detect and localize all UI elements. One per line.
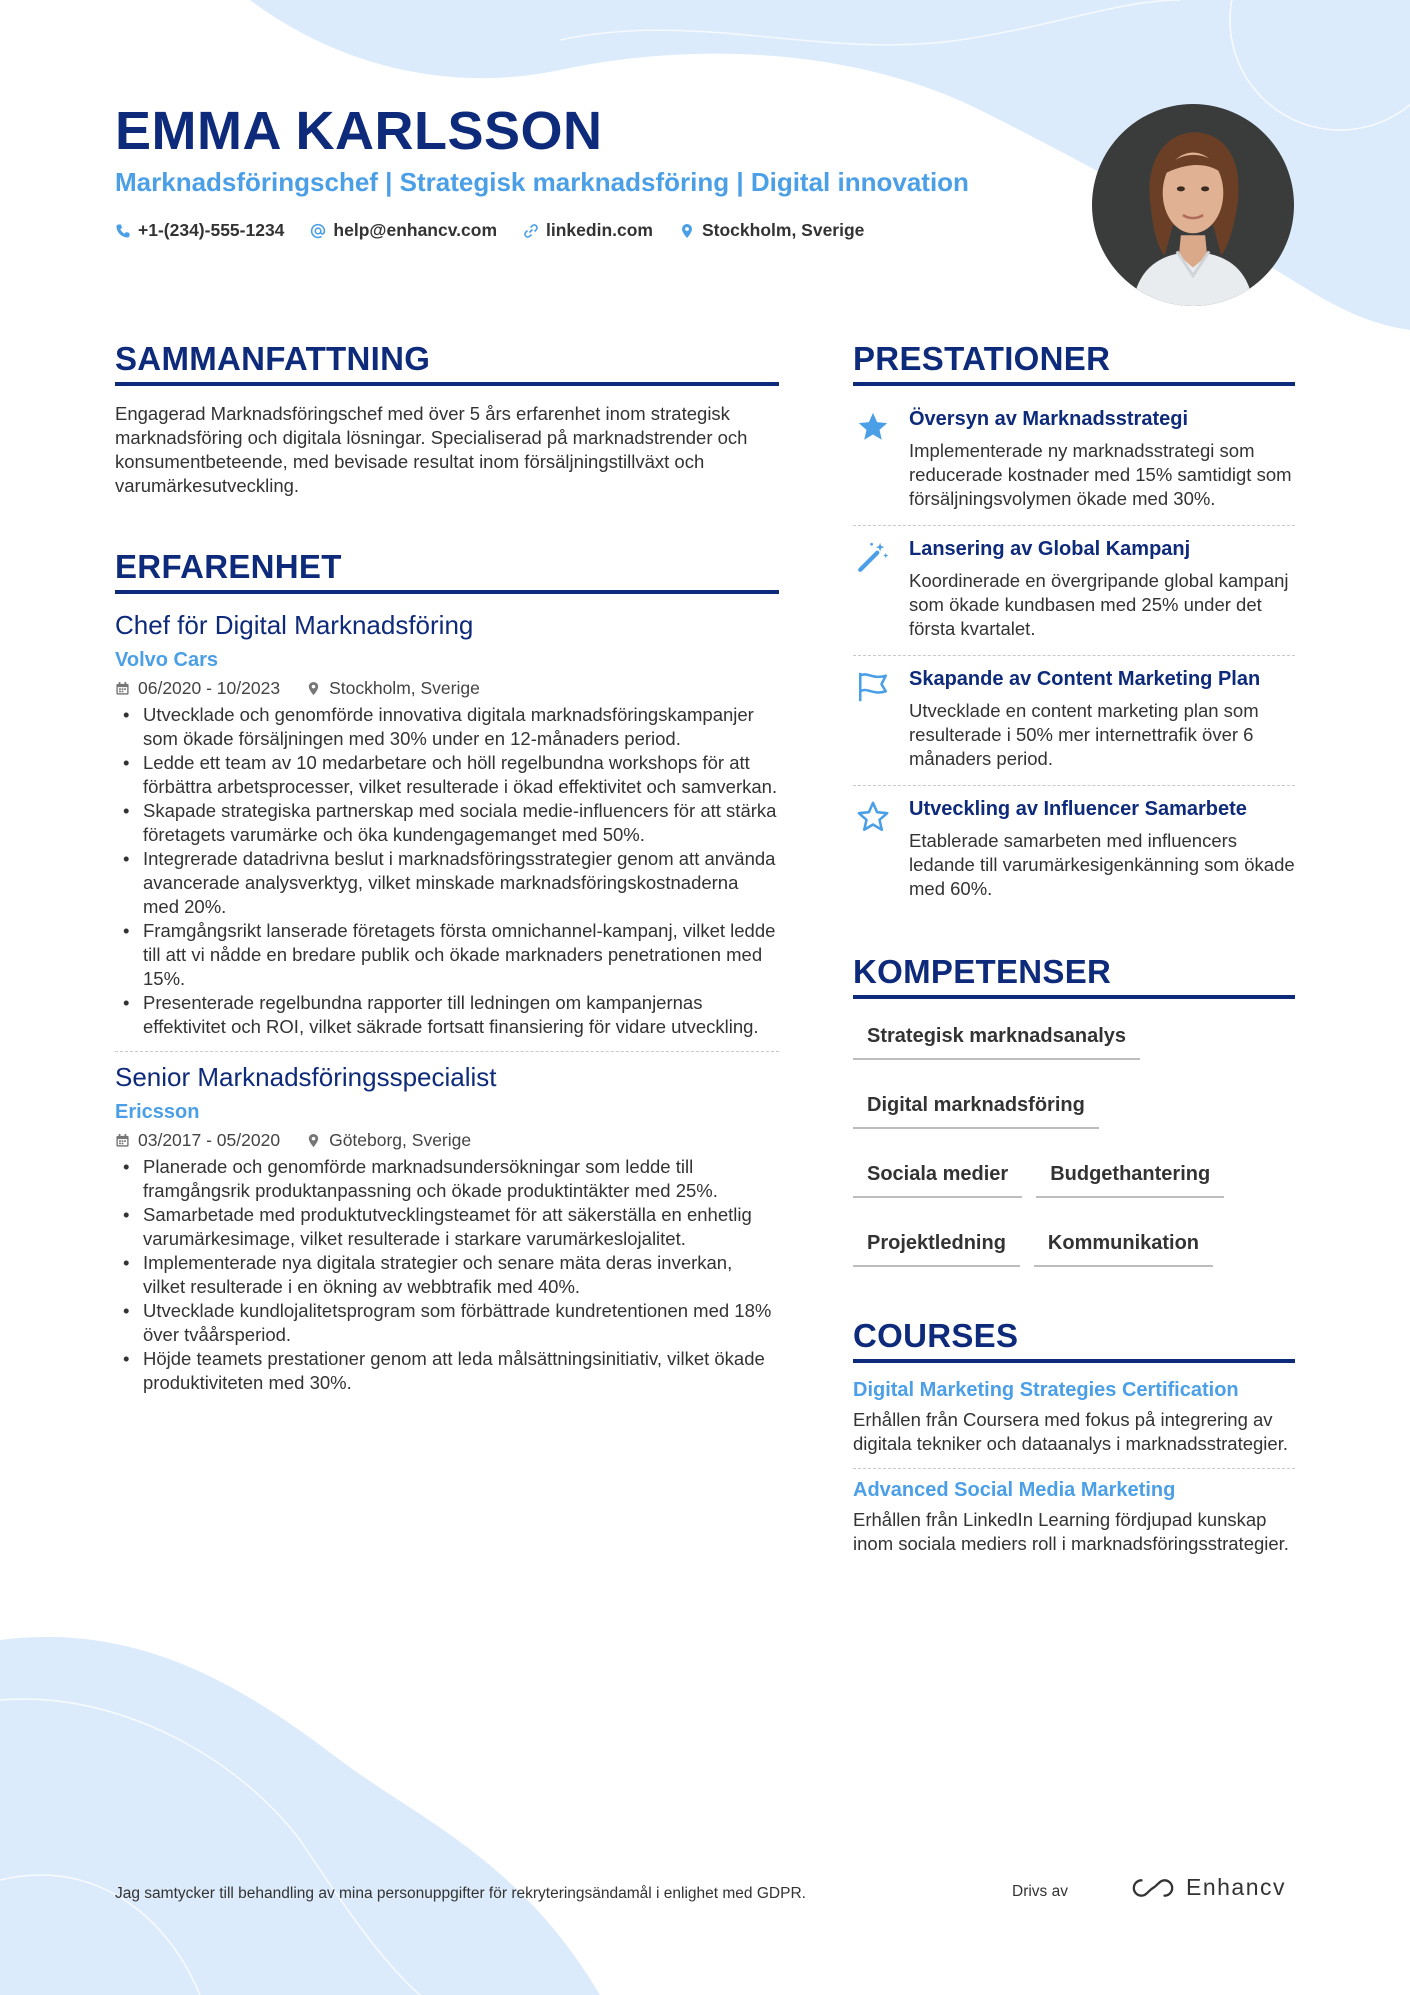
- course-title: Advanced Social Media Marketing: [853, 1479, 1176, 1501]
- job-bullet: • Integrerade datadrivna beslut i marknadsföringsstrategier genom att använda avancerade analysverktyg, vilket minskade marknadsföringskostnaderna med 20%.: [115, 847, 779, 919]
- job-bullets: [115, 1155, 779, 1395]
- headline: Marknadsföringschef | Strategisk marknadsföring | Digital innovation: [115, 167, 969, 197]
- achievement-item: [853, 662, 1295, 783]
- contact-bar: [115, 220, 864, 241]
- achievement-desc: Koordinerade en övergripande global kampanj som ökade kundbasen med 25% under det första kvartalet.: [909, 570, 1289, 639]
- contact-phone-text: +1-(234)-555-1234: [138, 220, 285, 240]
- calendar-icon: [115, 681, 130, 696]
- candidate-name: EMMA KARLSSON: [115, 101, 603, 161]
- job-dates: 06/2020 - 10/2023: [138, 678, 281, 698]
- achievement-title: Översyn av Marknadsstrategi: [909, 408, 1189, 430]
- achievement-item: [853, 792, 1295, 913]
- achievement-title: Lansering av Global Kampanj: [909, 538, 1191, 560]
- job-bullet: • Samarbetade med produktutvecklingsteamet för att säkerställa en enhetlig varumärkesimage, vilket resulterade i starkare varumärkeslojalitet.: [115, 1203, 779, 1251]
- job-bullet: • Höjde teamets prestationer genom att leda målsättningsinitiativ, vilket ökade produktiviteten med 30%.: [115, 1347, 779, 1395]
- job-bullet: • Presenterade regelbundna rapporter till ledningen om kampanjernas effektivitet och ROI, vilket säkrade fortsatt finansiering för vidare utveckling.: [115, 991, 779, 1039]
- magic-wand-icon: [856, 540, 890, 574]
- link-icon: [523, 223, 539, 239]
- star-icon: [856, 410, 890, 444]
- left-column: [115, 340, 779, 1395]
- achievement-item: [853, 532, 1295, 653]
- skills-heading: KOMPETENSER: [853, 953, 1295, 999]
- achievements-heading: PRESTATIONER: [853, 340, 1295, 386]
- course-desc: Erhållen från Coursera med fokus på integrering av digitala tekniker och dataanalys i marknadsstrategier.: [853, 1409, 1288, 1454]
- job-entry: [115, 1062, 779, 1395]
- enhancv-logo-icon: [1130, 1876, 1176, 1900]
- right-column: [853, 340, 1295, 1556]
- contact-linkedin-text: linkedin.com: [546, 220, 653, 240]
- job-meta: [115, 678, 779, 699]
- job-dates: 03/2017 - 05/2020: [138, 1130, 281, 1150]
- job-bullet: • Ledde ett team av 10 medarbetare och höll regelbundna workshops för att förbättra arbetsprocesser, vilket resulterade i ökad effektivitet och samverkan.: [115, 751, 779, 799]
- job-bullet: • Planerade och genomförde marknadsundersökningar som ledde till framgångsrik produktanpassning och ökade produktintäkter med 25%.: [115, 1155, 779, 1203]
- skill-tag: Kommunikation: [1034, 1222, 1213, 1267]
- contact-linkedin[interactable]: [523, 220, 653, 241]
- skills-list: [853, 1015, 1295, 1267]
- enhancv-logo[interactable]: [1130, 1874, 1286, 1901]
- location-pin-icon: [306, 1133, 321, 1148]
- job-bullet: • Framgångsrikt lanserade företagets första omnichannel-kampanj, vilket ledde till att vi nådde en bredare publik och ökade marknaders penetrationen med 15%.: [115, 919, 779, 991]
- achievement-desc: Etablerade samarbeten med influencers ledande till varumärkesigenkänning som ökade med 60%.: [909, 830, 1295, 899]
- company-name: Volvo Cars: [115, 649, 218, 671]
- achievement-title: Utveckling av Influencer Samarbete: [909, 798, 1247, 820]
- skill-tag: Projektledning: [853, 1222, 1020, 1267]
- job-bullet: • Utvecklade och genomförde innovativa digitala marknadsföringskampanjer som ökade försäljningen med 30% under en 12-månaders period.: [115, 703, 779, 751]
- job-title: Senior Marknadsföringsspecialist: [115, 1062, 497, 1092]
- calendar-icon: [115, 1133, 130, 1148]
- job-bullets: [115, 703, 779, 1039]
- achievement-divider: [853, 525, 1295, 526]
- job-location: Stockholm, Sverige: [329, 678, 480, 698]
- gdpr-consent-note: Jag samtycker till behandling av mina personuppgifter för rekryteringsändamål i enlighet med GDPR.: [115, 1885, 806, 1902]
- phone-icon: [115, 223, 131, 239]
- location-pin-icon: [306, 681, 321, 696]
- avatar-illustration: [1092, 104, 1294, 306]
- flag-icon: [856, 670, 890, 704]
- contact-location: [679, 220, 864, 241]
- course-desc: Erhållen från LinkedIn Learning fördjupad kunskap inom sociala mediers roll i marknadsföringsstrategier.: [853, 1509, 1289, 1554]
- job-location: Göteborg, Sverige: [329, 1130, 472, 1150]
- courses-heading: COURSES: [853, 1317, 1295, 1363]
- job-bullet: • Utvecklade kundlojalitetsprogram som förbättrade kundretentionen med 18% över tvåårsperiod.: [115, 1299, 779, 1347]
- experience-heading: ERFARENHET: [115, 548, 779, 594]
- job-bullet: • Skapade strategiska partnerskap med sociala medie-influencers för att stärka företagets varumärke och öka kundengagemanget med 50%.: [115, 799, 779, 847]
- achievement-item: [853, 402, 1295, 523]
- contact-location-text: Stockholm, Sverige: [701, 220, 865, 240]
- skill-tag: Digital marknadsföring: [853, 1084, 1099, 1129]
- job-title: Chef för Digital Marknadsföring: [115, 610, 474, 640]
- course-divider: [853, 1468, 1295, 1469]
- summary-heading: SAMMANFATTNING: [115, 340, 779, 386]
- achievement-divider: [853, 785, 1295, 786]
- course-item: [853, 1479, 1295, 1556]
- at-icon: [310, 223, 326, 239]
- skill-tag: Budgethantering: [1036, 1153, 1224, 1198]
- summary-text: Engagerad Marknadsföringschef med över 5 års erfarenhet inom strategisk marknadsföring och digitala lösningar. Specialiserad på marknadstrender och konsumentbeteende, med bevisade resultat inom försäljningstillväxt och varumärkesutveckling.: [115, 403, 748, 496]
- star-outline-icon: [856, 800, 890, 834]
- course-title: Digital Marketing Strategies Certification: [853, 1379, 1239, 1401]
- location-pin-icon: [679, 223, 695, 239]
- skill-tag: Strategisk marknadsanalys: [853, 1015, 1140, 1060]
- achievement-title: Skapande av Content Marketing Plan: [909, 668, 1261, 690]
- profile-photo: [1092, 104, 1294, 306]
- section-divider: [115, 1051, 779, 1052]
- job-bullet: • Implementerade nya digitala strategier och senare mäta deras inverkan, vilket resulterade i en ökning av webbtrafik med 40%.: [115, 1251, 779, 1299]
- contact-email[interactable]: [310, 220, 497, 241]
- enhancv-logo-text: Enhancv: [1186, 1874, 1287, 1900]
- achievement-divider: [853, 655, 1295, 656]
- achievement-desc: Utvecklade en content marketing plan som resulterade i 50% mer internettrafik över 6 månaders period.: [909, 700, 1259, 769]
- job-meta: [115, 1130, 779, 1151]
- achievement-desc: Implementerade ny marknadsstrategi som reducerade kostnader med 15% samtidigt som försäljningsvolymen ökade med 30%.: [909, 440, 1292, 509]
- contact-email-text: help@enhancv.com: [333, 220, 498, 240]
- powered-by-label: Drivs av: [1012, 1883, 1068, 1900]
- contact-phone[interactable]: [115, 220, 284, 241]
- skill-tag: Sociala medier: [853, 1153, 1022, 1198]
- course-item: [853, 1379, 1295, 1456]
- job-entry: [115, 610, 779, 1039]
- company-name: Ericsson: [115, 1101, 200, 1123]
